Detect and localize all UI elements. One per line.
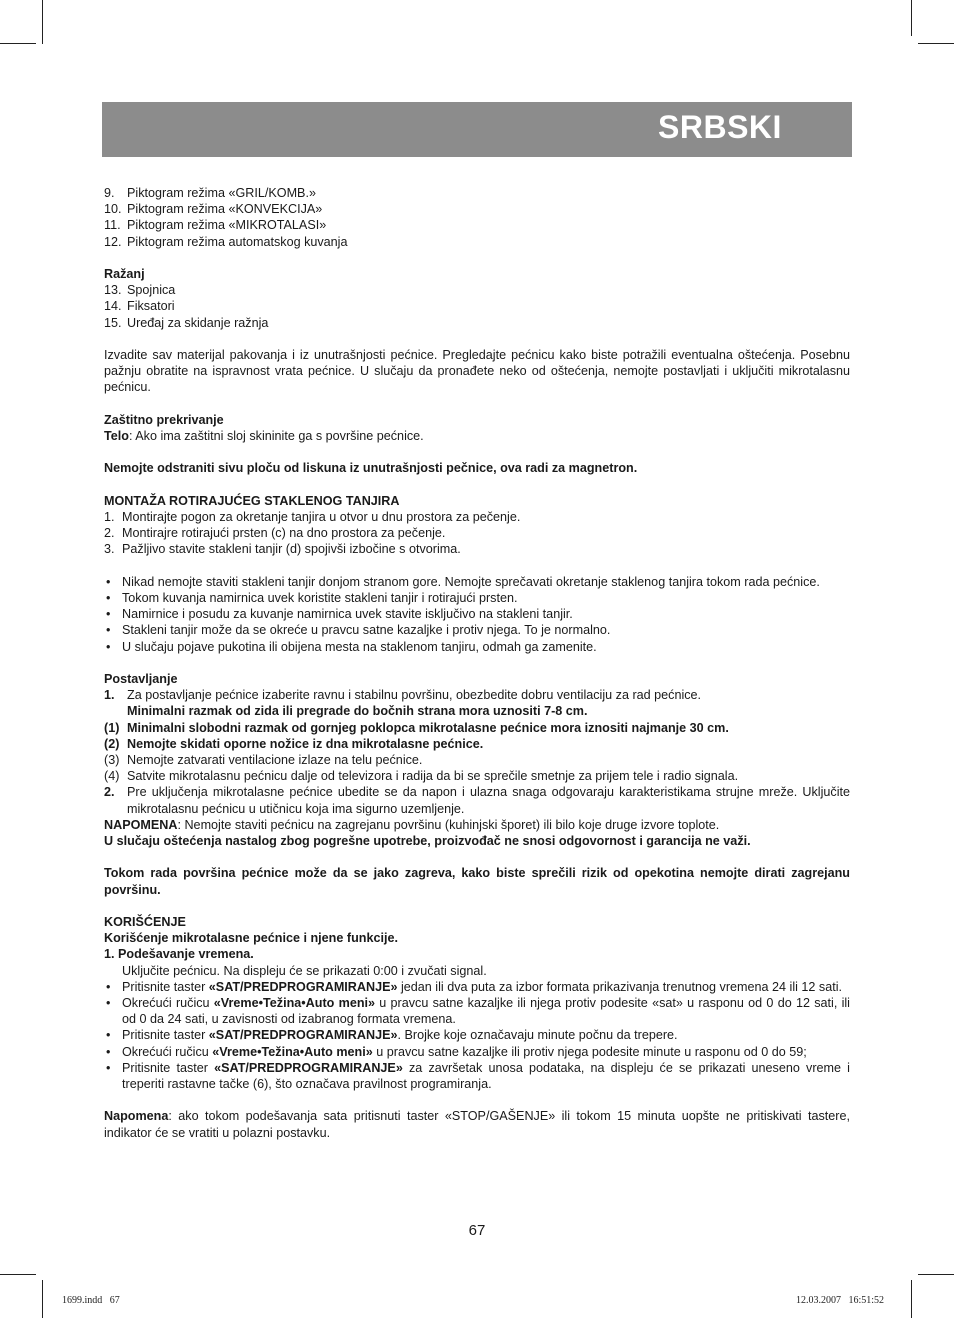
list-item: (1) Minimalni slobodni razmak od gornjeg poklopca mikrotalasne pećnice mora iznositi najmanje 30 cm. <box>104 720 729 735</box>
warranty-text: U slučaju oštećenja nastalog zbog pogrešne upotrebe, proizvođač ne snosi odgovornost i garancija ne važi. <box>104 834 751 849</box>
list-item: • Okrećući ručicu «Vreme•Težina•Auto meni» u pravcu satne kazaljke ili njega protiv podesite «sat» u rasponu od 0 do 12 sati, ili od 0 da 24 sati, u zavisnosti od izabranog formata vremena. <box>106 996 850 1027</box>
warning-mica: Nemojte odstraniti sivu ploču od liskuna iz unutrašnjosti pečnice, ova radi za magnetron. <box>104 461 638 476</box>
list-item: • Pritisnite taster «SAT/PREDPROGRAMIRANJE». Brojke koje označavaju minute počnu da trepere. <box>106 1028 678 1043</box>
list-item: 14. Fiksatori <box>104 299 175 314</box>
parts-list <box>104 185 850 250</box>
section-heading-postavljanje: Postavljanje <box>104 671 178 686</box>
list-item: 9. Piktogram režima «GRIL/KOMB.» <box>104 186 316 200</box>
crop-mark <box>0 43 36 44</box>
list-item: • Pritisnite taster «SAT/PREDPROGRAMIRANJE» jedan ili dva puta za izbor formata prikazivanja trenutnog vremena 24 ili 12 sati. <box>106 979 843 994</box>
list-item: 2. Pre uključenja mikrotalasne pećnice ubedite se da napon i ulazna snaga odgovaraju karakteristikama strujne mreže. Uključite mikrotalasnu pećnicu u utičnicu koja ima sigurno uzemljenje. <box>104 785 850 816</box>
final-note: Napomena: ako tokom podešavanja sata pritisnuti taster «STOP/GAŠENJE» ili tokom 15 minuta uopšte ne pritiskivati tastere, indikator će se vratiti u polazni postavku. <box>104 1109 850 1140</box>
list-item: • Namirnice i posudu za kuvanje namirnica uvek stavite isključivo na stakleni tanjir. <box>106 607 573 622</box>
protection-text: Telo: Ako ima zaštitni sloj skininite ga s površine pećnice. <box>104 429 424 443</box>
footer-file: 1699.indd 67 <box>62 1295 120 1306</box>
list-item: 10. Piktogram režima «KONVEKCIJA» <box>104 202 323 217</box>
section-heading-koriscenje: KORIŠĆENJE <box>104 915 186 929</box>
crop-mark <box>911 1280 912 1318</box>
crop-mark <box>918 43 954 44</box>
list-item: 2. Montirajre rotirajući prsten (c) na dno prostora za pečenje. <box>104 526 446 541</box>
section-heading-protection: Zaštitno prekrivanje <box>104 412 224 427</box>
list-item: (2) Nemojte skidati oporne nožice iz dna mikrotalasne pećnice. <box>104 736 484 751</box>
list-item: • Okrećući ručicu «Vreme•Težina•Auto meni» u pravcu satne kazaljke ili protiv njega podesite minute u rasponu od 0 do 59; <box>106 1044 807 1059</box>
note-text: NAPOMENA: Nemojte staviti pećnicu na zagrejanu površinu (kuhinjski šporet) ili bilo koje druge izvore toplote. <box>104 817 720 832</box>
list-item: 12. Piktogram režima automatskog kuvanja <box>104 234 348 249</box>
page-number: 67 <box>468 1222 486 1239</box>
list-item: 13. Spojnica <box>104 283 176 298</box>
list-item: • Stakleni tanjir može da se okreće u pravcu satne kazaljke i protiv njega. To je normalno. <box>106 623 611 638</box>
subheading: Korišćenje mikrotalasne pećnice i njene funkcije. <box>104 931 398 946</box>
crop-mark <box>42 1280 43 1318</box>
section-heading-montaza: MONTAŽA ROTIRAJUĆEG STAKLENOG TANJIRA <box>104 493 400 508</box>
list-item: • U slučaju pojave pukotina ili obijena mesta na staklenom tanjiru, odmah ga zamenite. <box>106 639 597 654</box>
list-item: 1. Za postavljanje pećnice izaberite ravnu i stabilnu površinu, obezbedite dobru ventilaciju za rad pećnice. Minimalni razmak od zida ili pregrade do bočnih strana mora uznositi 7-8 cm. <box>104 688 702 719</box>
intro-paragraph: Izvadite sav materijal pakovanja i iz unutrašnjosti pećnice. Pregledajte pećnicu kako biste potražili eventualna oštećenja. Posebnu pažnju obratite na ispravnost vrata pećnice. U slučaju da pronađete neko od oštećenja, nemojte postavljati i uključiti mikrotalasnu pećnicu. <box>104 348 850 395</box>
list-item: (3) Nemojte zatvarati ventilacione izlaze na telu pećnice. <box>104 753 423 767</box>
list-item: 1. Montirajte pogon za okretanje tanjira u otvor u dnu prostora za pečenje. <box>104 509 521 524</box>
list-item: 11. Piktogram režima «MIKROTALASI» <box>104 218 327 233</box>
hot-surface-warning: Tokom rada površina pećnice može da se jako zagreva, kako biste sprečili rizik od opekotina nemojte dirati zagrejanu površinu. <box>104 866 850 897</box>
footer-datetime: 12.03.2007 16:51:52 <box>795 1295 884 1306</box>
step-heading: 1. Podešavanje vremena. <box>104 947 254 962</box>
crop-mark <box>0 1274 36 1275</box>
list-item: 3. Pažljivo stavite stakleni tanjir (d) spojivši izbočine s otvorima. <box>104 542 461 557</box>
section-heading-razanj: Ražanj <box>104 267 145 281</box>
list-item: • Tokom kuvanja namirnica uvek koristite stakleni tanjir i rotirajući prsten. <box>106 590 518 605</box>
content <box>104 185 850 1141</box>
list-item: (4) Satvite mikrotalasnu pećnicu dalje od televizora i radija da bi se sprečile smetnje za prijem tele i radio signala. <box>104 769 739 784</box>
step-intro: Uključite pećnicu. Na displeju će se prikazati 0:00 i zvučati signal. <box>122 963 487 978</box>
list-item: 15. Uređaj za skidanje ražnja <box>104 315 269 330</box>
crop-mark <box>911 0 912 36</box>
list-item: • Pritisnite taster «SAT/PREDPROGRAMIRANJE» za završetak unosa podataka, na displeju će se prikazati uneseno vreme i treperiti rastavne tačke (6), što označava pravilnost programiranja. <box>106 1060 850 1092</box>
page-title: SRBSKI <box>658 109 782 145</box>
list-item: • Nikad nemojte staviti stakleni tanjir donjom stranom gore. Nemojte sprečavati okretanje staklenog tanjira tokom rada pećnice. <box>106 574 820 589</box>
crop-mark <box>42 0 43 44</box>
crop-mark <box>918 1274 954 1275</box>
